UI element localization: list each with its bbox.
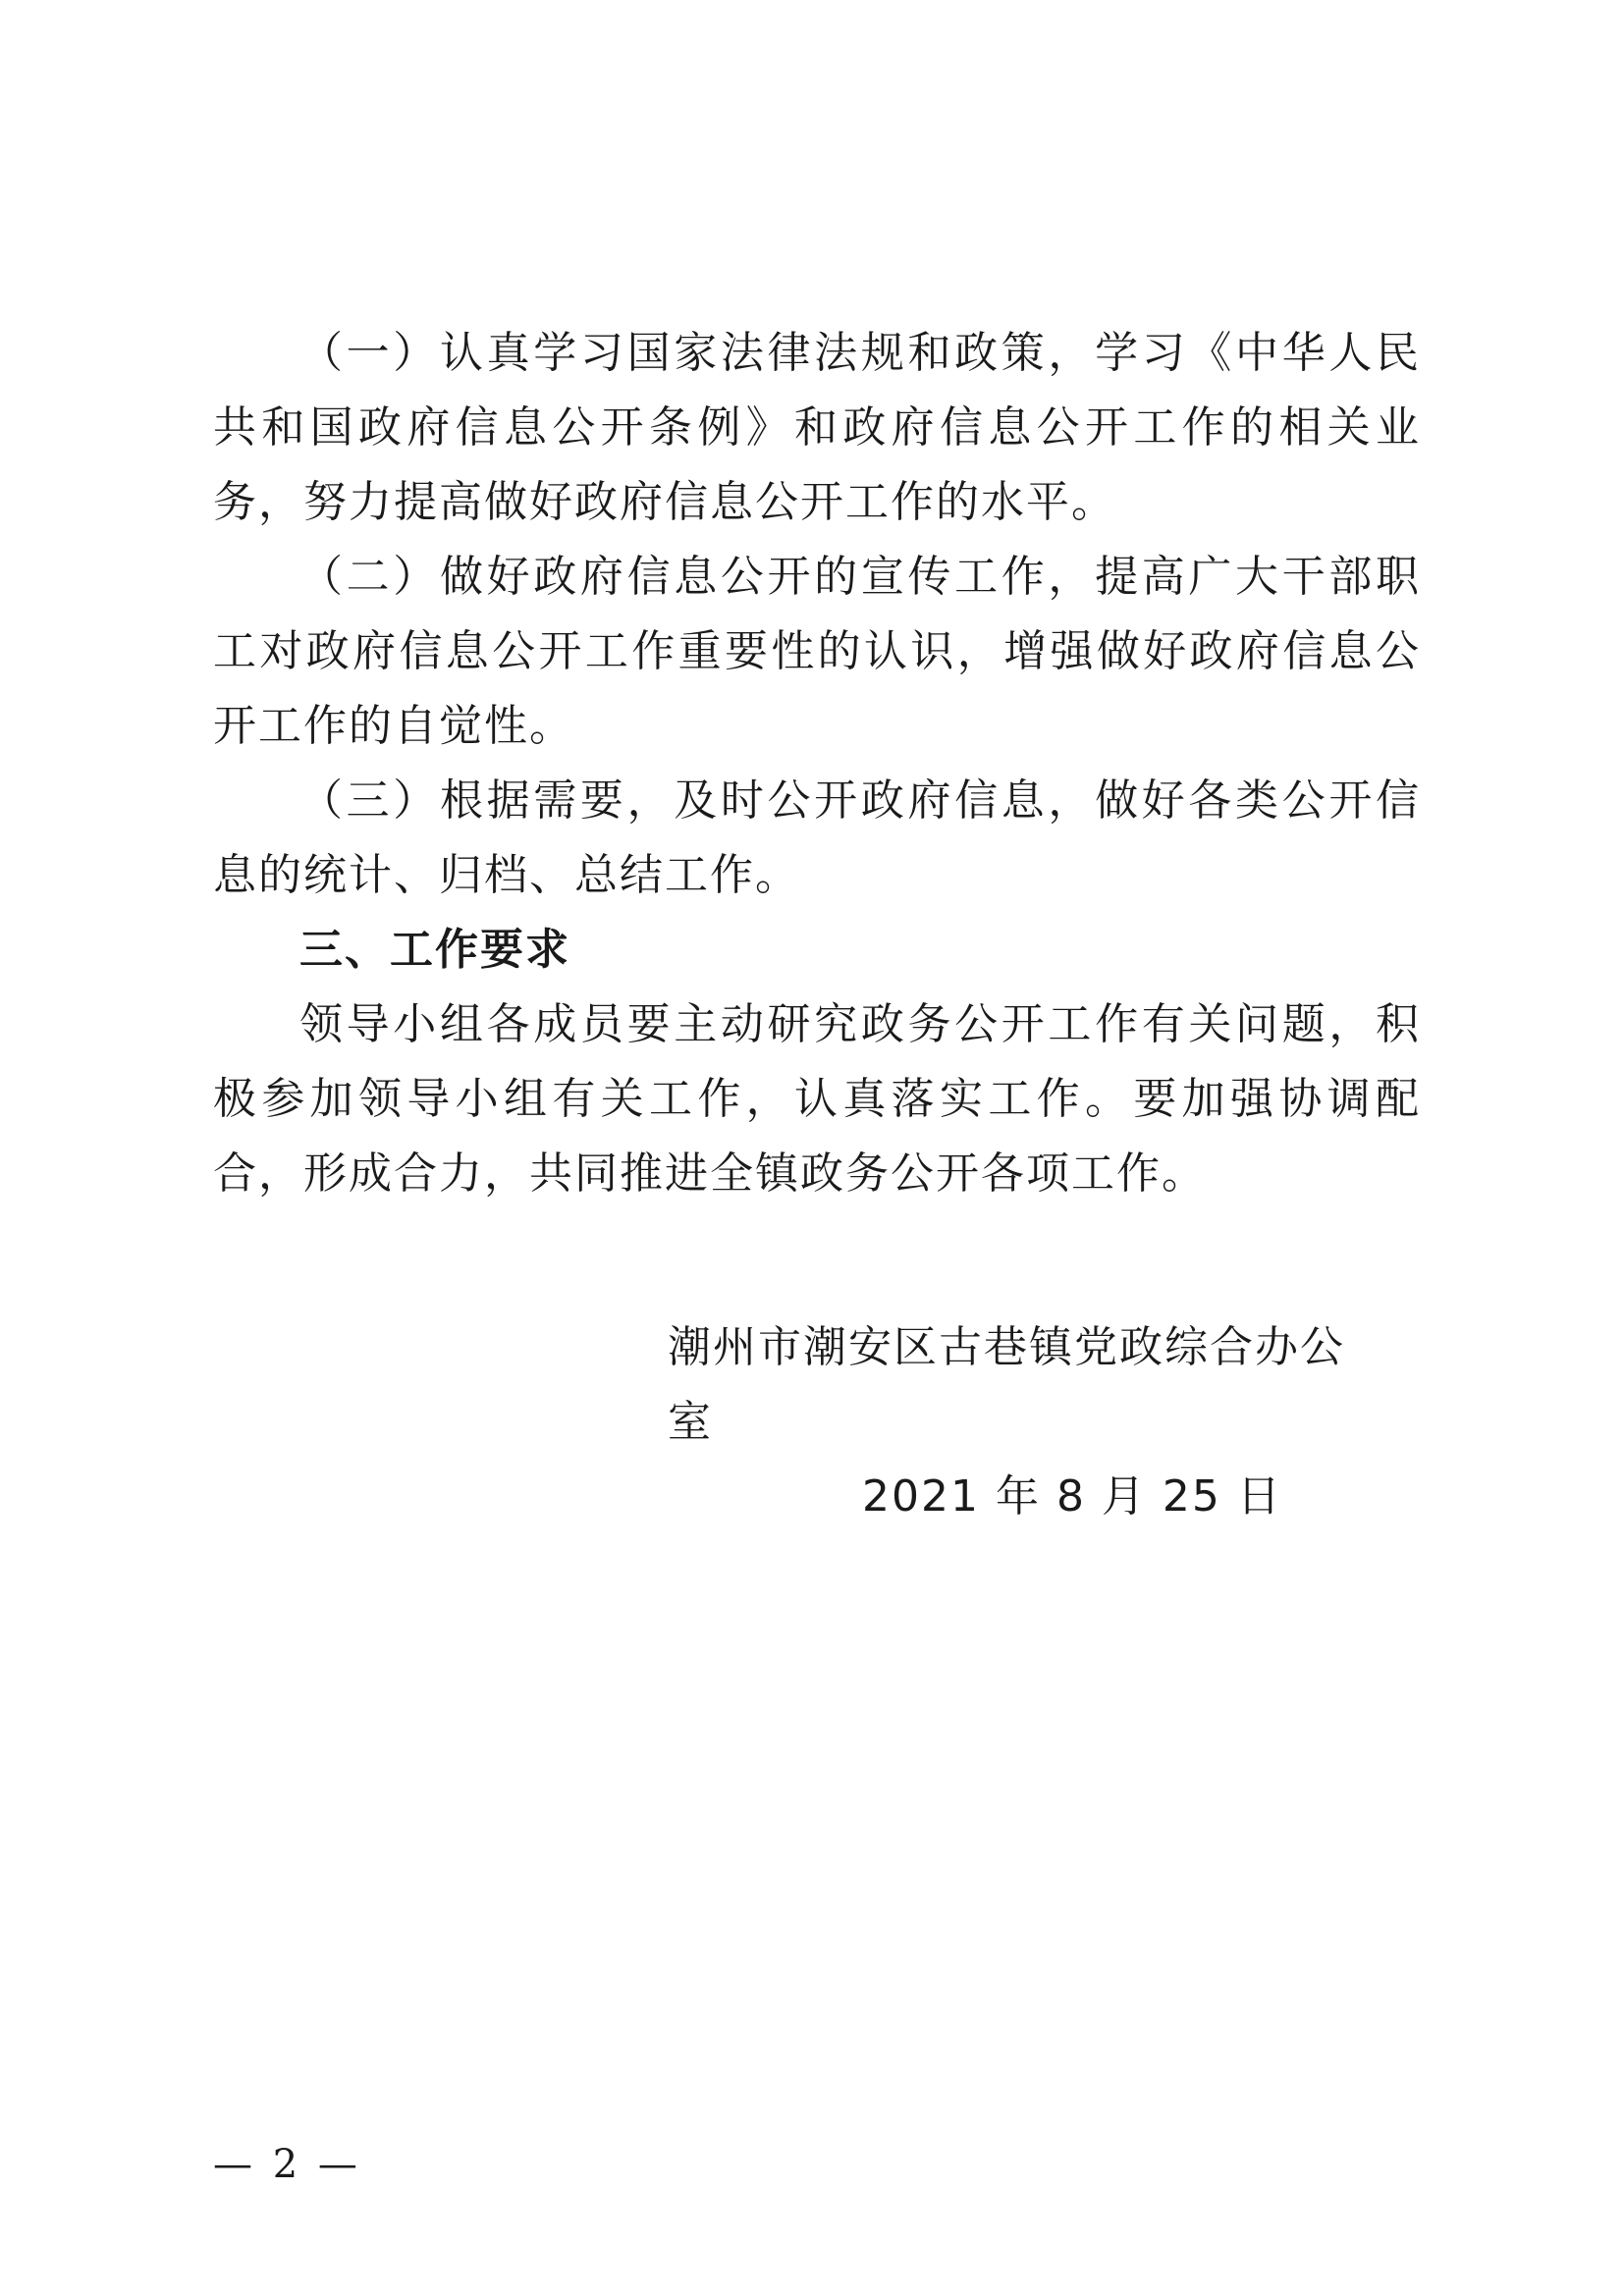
paragraph-item-3: （三）根据需要，及时公开政府信息，做好各类公开信息的统计、归档、总结工作。 [213,775,1421,900]
signature-block [668,1310,1375,1534]
paragraph-item-1: （一）认真学习国家法律法规和政策，学习《中华人民共和国政府信息公开条例》和政府信息公开工作的相关业务，努力提高做好政府信息公开工作的水平。 [213,328,1421,527]
signature-organization: 潮州市潮安区古巷镇党政综合办公室 [668,1322,1345,1447]
page-number: — 2 — [213,2142,361,2187]
paragraph-item-2: （二）做好政府信息公开的宣传工作，提高广大干部职工对政府信息公开工作重要性的认识，增强做好政府信息公开工作的自觉性。 [213,552,1421,751]
signature-date: 2021 年 8 月 25 日 [862,1471,1282,1522]
paragraph-requirements: 领导小组各成员要主动研究政务公开工作有关问题，积极参加领导小组有关工作，认真落实工作。要加强协调配合，形成合力，共同推进全镇政务公开各项工作。 [213,999,1421,1199]
section-heading-requirements: 三、工作要求 [299,925,570,975]
document-body [213,316,1421,1211]
